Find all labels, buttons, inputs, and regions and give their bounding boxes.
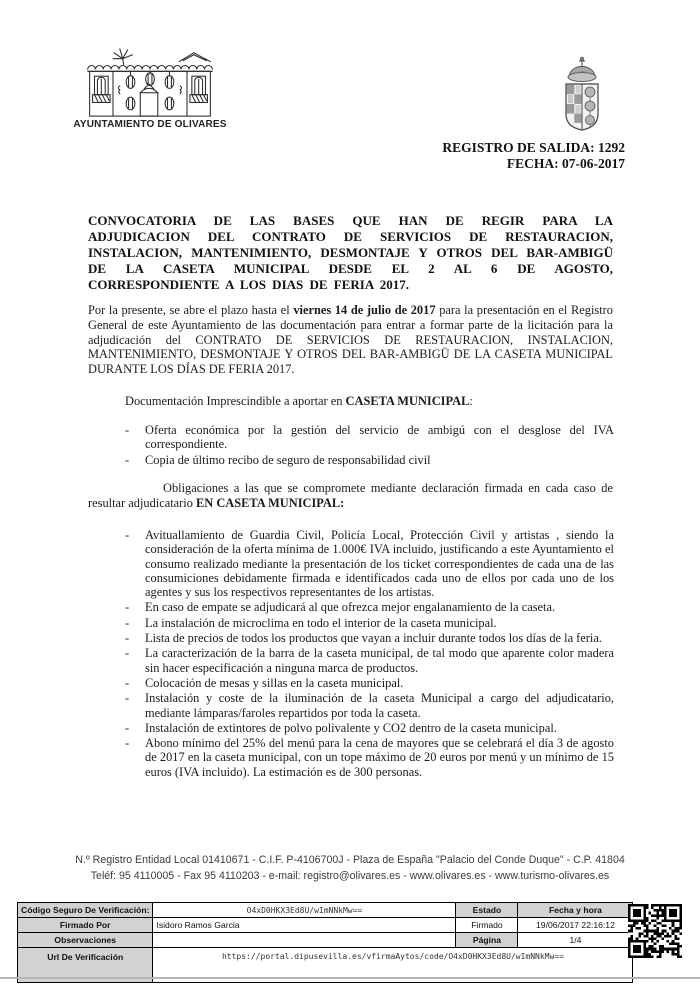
list-item-text: Lista de precios de todos los productos que vayan a incluir durante todos los días de la feria.	[145, 631, 602, 646]
verification-table	[17, 902, 633, 983]
list-item-text: Instalación de extintores de polvo polivalente y CO2 dentro de la caseta municipal.	[145, 720, 557, 735]
list-item-text: Colocación de mesas y sillas en la caseta municipal.	[145, 675, 404, 690]
pagina-label: Página	[456, 933, 518, 948]
list-item	[125, 676, 614, 690]
bullet-dash: -	[125, 736, 130, 751]
list-item	[125, 691, 614, 720]
csv-value: O4xD0HKX3Ed8U/wImNNkMw==	[153, 903, 456, 918]
deadline-date: viernes 14 de julio de 2017	[293, 303, 436, 317]
bullet-dash: -	[125, 452, 130, 467]
intro-paragraph	[88, 303, 613, 377]
documentacion-list	[125, 423, 614, 468]
list-item	[125, 616, 614, 630]
list-item-text: Oferta económica por la gestión del servicio de ambigú con el desglose del IVA correspondiente.	[145, 423, 614, 452]
bullet-dash: -	[125, 423, 130, 437]
list-item	[125, 721, 614, 735]
bottom-divider	[0, 977, 700, 979]
list-item-text: Instalación y coste de la iluminación de la caseta Municipal a cargo del adjudicatario, mediante lámparas/faroles repartidos por toda la caseta.	[145, 691, 614, 720]
firmado-por-value: Isidoro Ramos Garcia	[153, 918, 456, 933]
document-title: CONVOCATORIA DE LAS BASES QUE HAN DE REGIR PARA LA ADJUDICACION DEL CONTRATO DE SERVICIOS DE RESTAURACION, INSTALACION, MANTENIMIENTO, DESMONTAJE Y OTROS DEL BAR-AMBIGÜ DE LA CASETA MUNICIPAL DESDE EL 2 AL 6 DE AGOSTO, CORRESPONDIENTE A LOS DIAS DE FERIA 2017.	[88, 213, 613, 292]
logo-caption: AYUNTAMIENTO DE OLIVARES	[73, 119, 227, 130]
registro-fecha: FECHA: 07-06-2017	[506, 156, 625, 171]
list-item-text: La instalación de microclima en todo el interior de la caseta municipal.	[145, 615, 497, 630]
observaciones-label: Observaciones	[18, 933, 153, 948]
fecha-hora-label: Fecha y hora	[518, 903, 633, 918]
obligaciones-heading: Obligaciones a las que se compromete mediante declaración firmada en cada caso de resultar adjudicatario EN CASETA MUNICIPAL:	[88, 481, 613, 510]
intro-post: para la presentación en el Registro General de este Ayuntamiento de las documentación para entrar a formar parte de la licitación para la adjudicación del CONTRATO DE SERVICIOS DE RESTAURACION, INSTALACION, MANTENIMIENTO, DESMONTAJE Y OTROS DEL BAR-AMBIGÜ DE LA CASETA MUNICIPAL DURANTE LOS DÍAS DE FERIA 2017.	[88, 303, 614, 377]
list-item	[125, 528, 614, 599]
bullet-dash: -	[125, 600, 130, 615]
side-roof-icon	[179, 53, 210, 62]
pagina-value: 1/4	[518, 933, 633, 948]
registro-block	[442, 140, 625, 172]
observaciones-value	[153, 933, 456, 948]
registro-salida: REGISTRO DE SALIDA: 1292	[442, 140, 625, 155]
bullet-dash: -	[125, 720, 130, 735]
contact-footer	[0, 852, 700, 884]
list-item	[125, 600, 614, 614]
list-item	[125, 423, 614, 452]
fecha-hora-value: 19/06/2017 22:16:12	[518, 918, 633, 933]
documentacion-heading: Documentación Imprescindible a aportar en CASETA MUNICIPAL:	[125, 394, 473, 408]
list-item-text: Abono mínimo del 25% del menú para la cena de mayores que se celebrará el día 3 de agosto de 2017 en la caseta municipal, con un tope máximo de 20 euros por menú y un mínimo de 15 euros (IVA incluido). La estimación es de 300 personas.	[145, 736, 614, 779]
bullet-dash: -	[125, 528, 130, 542]
contact-line-1: N.º Registro Entidad Local 01410671 - C.I.F. P-4106700J - Plaza de España "Palacio del Conde Duque" - C.P. 41804	[75, 854, 625, 866]
contact-line-2: Teléf: 95 4110005 - Fax 95 4110203 - e-mail: registro@olivares.es - www.olivares.es - www.turismo-olivares.es	[90, 870, 610, 882]
estado-value: Firmado	[456, 918, 518, 933]
list-item	[125, 646, 614, 675]
bullet-dash: -	[125, 615, 130, 630]
bullet-dash: -	[125, 646, 130, 661]
townhall-logo-icon	[84, 46, 216, 120]
list-item-text: Copia de último recibo de seguro de responsabilidad civil	[145, 452, 431, 467]
obligaciones-list	[125, 528, 614, 780]
list-item	[125, 736, 614, 779]
list-item-text: En caso de empate se adjudicará al que ofrezca mejor engalanamiento de la caseta.	[145, 600, 556, 615]
intro-pre: Por la presente, se abre el plazo hasta el	[88, 303, 294, 317]
bullet-dash: -	[125, 691, 130, 706]
estado-label: Estado	[456, 903, 518, 918]
palm-tree-icon	[113, 49, 132, 65]
list-item-text: La caracterización de la barra de la caseta municipal, de tal modo que aparente color madera sin hacer especificación a ninguna marca de productos.	[145, 646, 614, 675]
coat-of-arms-icon	[556, 50, 608, 136]
list-item	[125, 453, 614, 467]
lantern-icons	[126, 72, 174, 109]
verification-url[interactable]: https://portal.dipusevilla.es/vfirmaAytos/code/O4xD0HKX3Ed8U/wImNNkMw==	[153, 948, 633, 983]
list-item-text: Avituallamiento de Guardia Civil, Policía Local, Protección Civil y artistas , siendo la consideración de la oferta mínima de 1.000€ IVA incluido, justificando a este Ayuntamiento el consumo realizado mediante la presentación de los ticket correspondientes de cada una de las consumiciones debidamente firmada e identificados cada uno de ellos por cada uno de los agentes y sus los respectivos representantes de los artistas.	[145, 528, 614, 600]
bullet-dash: -	[125, 631, 130, 646]
list-item	[125, 631, 614, 645]
csv-label: Código Seguro De Verificación:	[18, 903, 153, 918]
firmado-por-label: Firmado Por	[18, 918, 153, 933]
url-label: Url De Verificación	[18, 948, 153, 983]
qr-code	[628, 904, 682, 958]
bullet-dash: -	[125, 675, 130, 690]
